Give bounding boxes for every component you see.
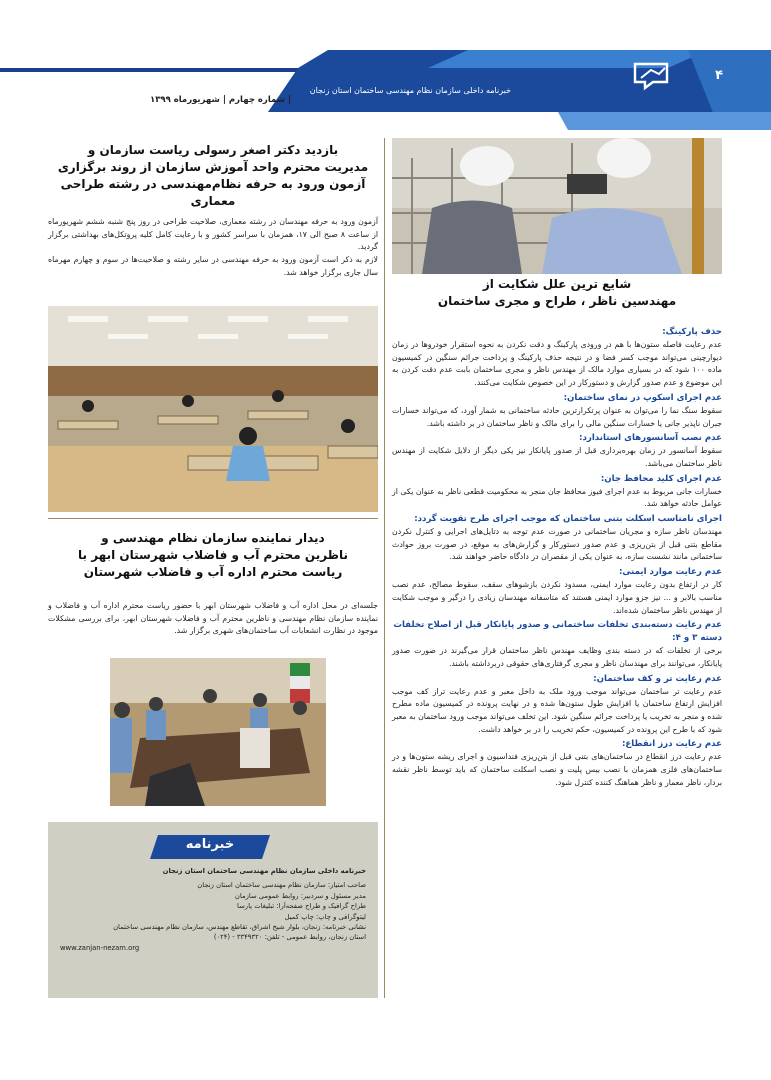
column-divider <box>384 138 385 998</box>
masthead-text <box>60 866 366 953</box>
masthead-line: صاحب امتیاز: سازمان نظام مهندسی ساختمان استان زنجان <box>197 881 366 890</box>
masthead-tag: خبرنامه <box>185 837 235 852</box>
issue-label: | شماره چهارم | شهریورماه ۱۳۹۹ <box>150 95 292 105</box>
article-title <box>48 530 378 581</box>
exam-hall-photo <box>48 306 378 512</box>
article-title <box>48 142 378 210</box>
article-title-line: مدیریت محترم واحد آموزش سازمان از روند برگزاری <box>57 160 369 174</box>
logo-icon <box>631 58 673 92</box>
article-body <box>48 600 378 638</box>
section-text: کار در ارتفاع بدون رعایت موارد ایمنی، مسدود نکردن بازشوهای سقف، سقوط مصالح، عدم نصب مناسب بالابر و ... نیز جزو موارد ایمنی هستند که متاسفانه مهندسان زیادی را درگیر و موجب شکایت از مهندس ناظر ساختمان شده‌اند. <box>392 580 722 615</box>
paragraph: جلسه‌ای در محل اداره آب و فاضلاب شهرستان ابهر با حضور ریاست محترم اداره آب و فاضلاب و نماینده سازمان نظام مهندسی و ناظرین محترم آب و فاضلاب شهرستان ابهر، برای بررسی مشکلات موجود در نظارت انشعابات آب ساختمان‌های شهری برگزار شد. <box>48 601 378 636</box>
website-link[interactable]: www.zanjan-nezam.org <box>60 943 140 952</box>
section-text: عدم رعایت تر ساختمان می‌تواند موجب ورود ملک به داخل معبر و عدم رعایت تراز کف موجب افزایش ارتفاع ساختمان یا افزایش طول ستون‌ها شده و در نهایت پرونده در کمیسیون ماده مطرح شده و منجر به تخریب یا پرداخت جرائم سنگین شود. این تخلف می‌تواند موجب ورود ساختمان به معبر شود که با طرح این پرونده در کمیسیون، حکم تخریب را در بر خواهد داشت. <box>392 686 722 734</box>
section-heading: عدم رعایت دسته‌بندی تخلفات ساختمانی و صدور پایانکار قبل از اصلاح تخلفات دسته ۳ و ۴: <box>393 620 722 644</box>
newsletter-title: خبرنامه داخلی سازمان نظام مهندسی ساختمان استان زنجان <box>309 86 511 95</box>
article-title-line: ناظرین محترم آب و فاضلاب شهرستان ابهر با <box>78 548 348 562</box>
section-text: برخی از تخلفات که در دسته بندی وظایف مهندس ناظر ساختمان قرار می‌گیرند در صورت صدور پایانکار، می‌توانند برای مهندسان ناظر و مجری گرفتاری‌های حقوقی دربرداشته باشند. <box>392 646 722 668</box>
article-body <box>392 326 722 790</box>
masthead-line: لیتوگرافی و چاپ: چاپ کمیل <box>284 912 366 921</box>
article-title-line: شایع ترین علل شکایت از <box>482 277 632 291</box>
section-text: سقوط آسانسور در زمان بهره‌برداری قبل از صدور پایانکار نیز یکی دیگر از دلایل شکایت از مهندس ناظر ساختمان می‌باشد. <box>392 446 722 468</box>
section-heading: عدم رعایت موارد ایمنی: <box>618 567 722 578</box>
section-text: خسارات جانی مربوط به عدم اجرای فیوز محافظ جان منجر به محکومیت قطعی ناظر به عنوان یکی از عوامل حادثه خواهد شد. <box>392 486 722 509</box>
section-text: مهندسان ناظر سازه و مجریان ساختمانی در صورت عدم توجه به دتایل‌های اجرایی و کنترل نکردن مقاطع بتنی قبل از بتن‌ریزی و عدم صدور دستورکار و گزارش‌های به موقع، در صورت بروز حوادث ساختمانی مانند نشست سازه، به عنوان یکی از مقصران در دادگاه حاضر خواهند شد. <box>392 527 722 562</box>
masthead-line: طراح گرافیک و طراح صفحه‌آرا: تبلیغات پارسا <box>237 902 366 911</box>
section-text: سقوط سنگ نما را می‌توان به عنوان پرتکرارترین حادثه ساختمانی به شمار آورد، که می‌تواند خسارات جبران ناپذیر جانی یا خسارات سنگین مالی را برای مالک و ناظر ساختمان در بر داشته باشد. <box>392 405 722 428</box>
section-heading: اجرای نامناسب اسکلت بتنی ساختمان که موجب اجرای طرح تقویت گردد: <box>414 514 722 525</box>
masthead-line: نشانی خبرنامه: زنجان، بلوار شیخ اشراق، تقاطع مهندس، سازمان نظام مهندسی ساختمان <box>113 923 366 932</box>
section-heading: عدم اجرای کلید محافظ جان: <box>600 473 722 484</box>
article-divider <box>48 518 378 519</box>
article-title-line: بازدید دکتر اصغر رسولی ریاست سازمان و <box>87 143 339 157</box>
article-title-line: دیدار نماینده سازمان نظام مهندسی و <box>101 531 325 545</box>
masthead-line: مدیر مسئول و سردبیر: روابط عمومی سازمان <box>234 891 366 900</box>
masthead-line: استان زنجان، روابط عمومی - تلفن: ۳۳۴۹۳۲۰ - (۰۲۴) <box>213 933 366 942</box>
article-title-line: ریاست محترم اداره آب و فاضلاب شهرستان <box>83 565 343 579</box>
paragraph: آزمون ورود به حرفه مهندسان در رشته معماری، صلاحیت طراحی در روز پنج شنبه ششم شهریورماه از ساعت ۸ صبح الی ۱۷، همزمان با سراسر کشور و با رعایت کامل کلیه پروتکل‌های بهداشتی برگزار گردید. <box>48 217 379 252</box>
article-body <box>48 216 378 280</box>
section-heading: عدم رعایت تر و کف ساختمان: <box>593 673 722 684</box>
article-title-line: آزمون ورود به حرفه نظام‌مهندسی در رشته طراحی معماری <box>60 177 366 208</box>
engineers-photo <box>392 138 722 274</box>
paragraph: لازم به ذکر است آزمون ورود به حرفه مهندسی در سایر رشته و صلاحیت‌ها در سوم و چهارم مهرماه سال جاری برگزار خواهد شد. <box>48 255 378 277</box>
masthead-line: خبرنامه داخلی سازمان نظام مهندسی ساختمان استان زنجان <box>162 867 366 875</box>
article-title-line: مهندسین ناظر ، طراح و مجری ساختمان <box>437 294 677 308</box>
article-title <box>392 276 722 310</box>
page-number: ۴ <box>715 68 723 83</box>
section-text: عدم رعایت فاصله ستون‌ها با هم در ورودی پارکینگ و دقت نکردن به نحوه استقرار خودروها در زمان دیوارچینی می‌تواند موجب کسر فضا و در نتیجه حذف پارکینگ و پرداخت جرائم سنگین در کمیسیون ماده ۱۰۰ شود که در بسیاری موارد مالک از مهندس ناظر و مجری ساختمان بابت عدم دقت کردن به این موضوع و عدم صدور گزارش و دستورکار در این خصوص شکایت می‌کنند. <box>392 340 722 388</box>
section-heading: عدم اجرای اسکوپ در نمای ساختمان: <box>563 392 722 403</box>
section-heading: حذف پارکینگ: <box>662 327 722 337</box>
section-heading: عدم نصب آسانسورهای استاندارد: <box>579 433 722 444</box>
section-heading: عدم رعایت درز انقطاع: <box>621 739 722 750</box>
meeting-photo <box>110 658 326 806</box>
section-text: عدم رعایت درز انقطاع در ساختمان‌های بتنی قبل از بتن‌ریزی فنداسیون و اجرای ریشه ستون‌ها و در ساختمان‌های فلزی همزمان با نصب بیس پلیت و نصب اسکلت ساختمان که باید توسط ناظر نقشه بردار، ناظر معمار و ناظر هماهنگ کننده کنترل شود. <box>392 752 722 787</box>
